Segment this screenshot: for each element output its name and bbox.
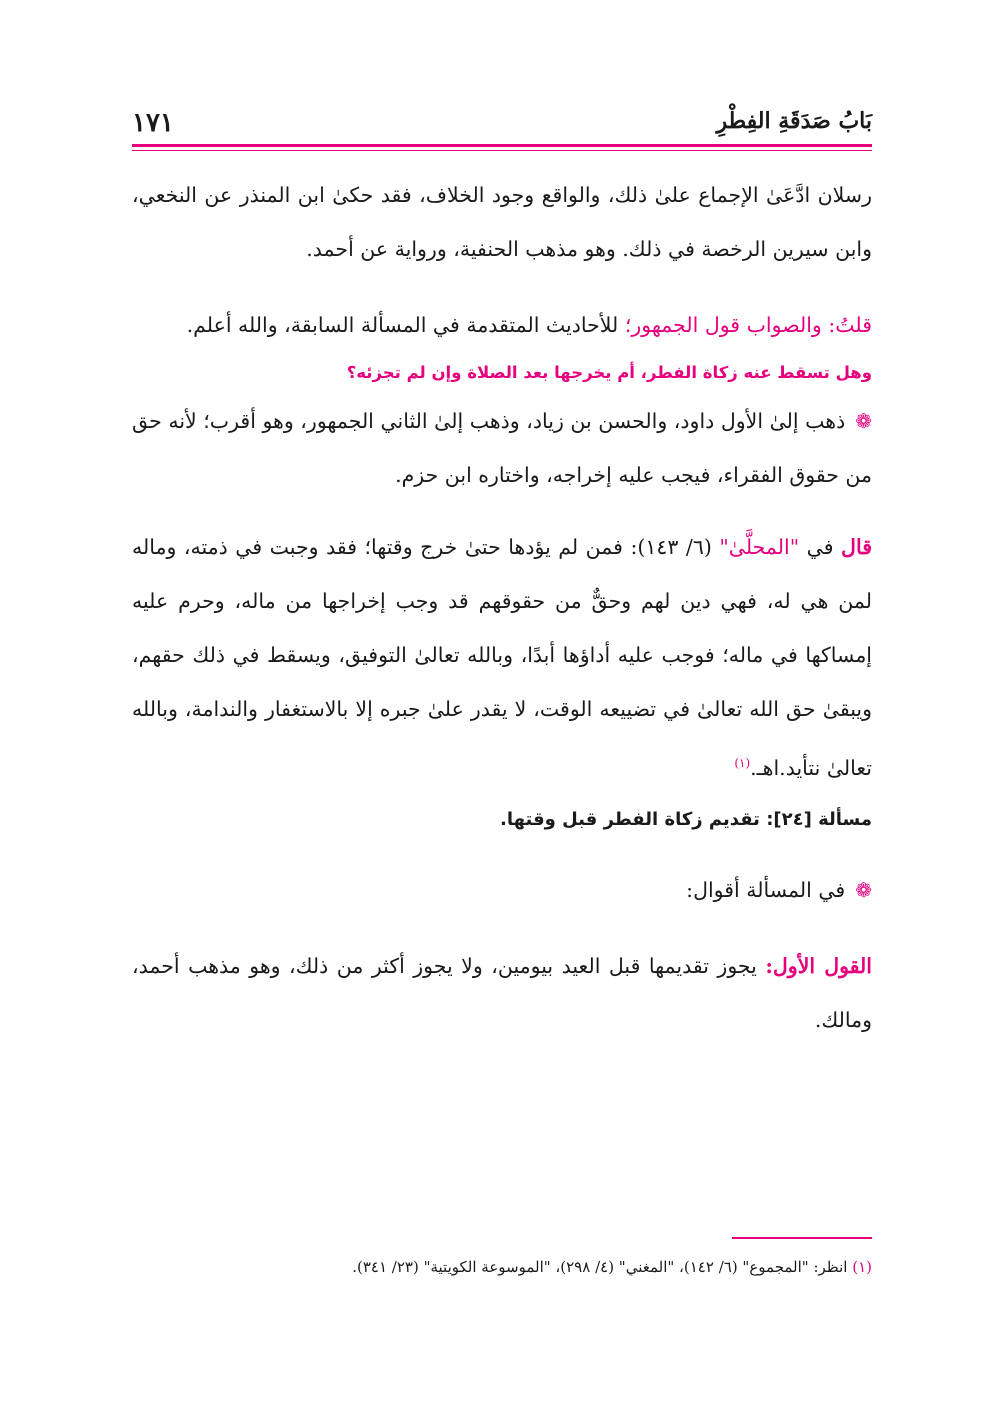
paragraph-2 [132,298,872,352]
qala-label: قال [841,535,872,559]
paragraph-4 [132,520,872,795]
paragraph-6-text: يجوز تقديمها قبل العيد بيومين، ولا يجوز أكثر من ذلك، وهو مذهب أحمد، ومالك. [132,953,872,1032]
paragraph-4-text: فمن لم يؤدها حتىٰ خرج وقتها؛ فقد وجبت في ذمته، وماله لمن هي له، فهي دين لهم وحقٌّ من حقوقهم قد وجب إخراجها من ماله، وحرم عليه إمساكها في ماله؛ فوجب عليه أداؤها أبدًا، وبالله تعالىٰ التوفيق، ويسقط في ذلك حقهم، ويبقىٰ حق الله تعالىٰ في تضييعه الوقت، لا يقدر علىٰ جبره إلا بالاستغفار والندامة، وبالله تعالىٰ نتأيد.اهـ. [132,535,872,780]
paragraph-5 [132,863,872,917]
book-title: "المحلَّىٰ" [719,535,800,559]
footnote [132,1252,872,1282]
header-rule-thin [132,150,872,151]
paragraph-6 [132,939,872,1047]
page-body [132,168,872,1047]
paragraph-2-text: للأحاديث المتقدمة في المسألة السابقة، والله أعلم. [186,313,619,337]
chapter-title: بَابُ صَدَقَةِ الفِطْرِ [716,108,872,134]
citation-ref: (٦/ ١٤٣): [630,535,720,559]
footnote-marker: (١) [852,1258,872,1276]
section-question: وهل تسقط عنه زكاة الفطر، أم يخرجها بعد الصلاة وإن لم تجزئه؟ [346,363,872,382]
preferred-opinion: والصواب قول الجمهور؛ [624,313,822,337]
page-number: ١٧١ [132,108,174,138]
paragraph-3-text: ذهب إلىٰ الأول داود، والحسن بن زياد، وذهب إلىٰ الثاني الجمهور، وهو أقرب؛ لأنه حق من حقوق الفقراء، فيجب عليه إخراجه، واختاره ابن حزم. [132,409,872,487]
paragraph-1: رسلان ادَّعَىٰ الإجماع علىٰ ذلك، والواقع وجود الخلاف، فقد حكىٰ ابن المنذر عن النخعي، وابن سيرين الرخصة في ذلك. وهو مذهب الحنفية، ورواية عن أحمد. [132,183,872,261]
flower-bullet-icon: ❁ [855,877,872,902]
issue-label: مسألة [٢٤]: [766,808,872,830]
paragraph-3 [132,394,872,502]
footnote-text: انظر: "المجموع" (٦/ ١٤٢)، "المغني" (٤/ ٢٩٨)، "الموسوعة الكويتية" (٢٣/ ٣٤١). [352,1258,853,1276]
issue-title: تقديم زكاة الفطر قبل وقتها. [500,808,767,830]
qultu-label: قلتُ: [828,313,872,337]
first-opinion-label: القول الأول: [765,953,872,978]
citation-prefix: في [799,535,834,559]
header-rule-thick [132,144,872,147]
issue-heading [132,795,872,845]
footnote-separator [732,1237,872,1239]
flower-bullet-icon: ❁ [855,409,872,433]
footnote-reference[interactable]: (١) [734,756,751,770]
paragraph-5-text: في المسألة أقوال: [686,877,846,902]
page-header [132,108,872,148]
